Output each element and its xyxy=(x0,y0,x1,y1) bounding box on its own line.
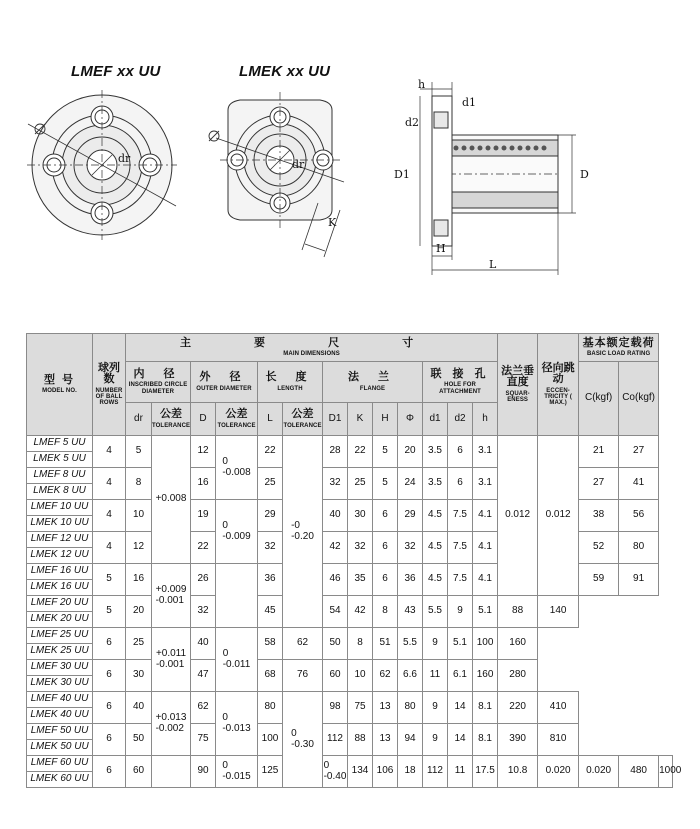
cell-d2: 7.5 xyxy=(448,500,473,532)
cell-D1: 32 xyxy=(323,468,348,500)
cell-H: 13 xyxy=(373,724,398,756)
tol-L: 0 -0.40 xyxy=(323,756,348,788)
cell-d2: 6 xyxy=(448,436,473,468)
tol-D: 0 -0.011 xyxy=(216,628,258,692)
cell-D: 12 xyxy=(191,436,216,468)
sub-dr-tol: 公差 TOLERANCE xyxy=(152,403,191,436)
tol-dr: +0.013 -0.002 xyxy=(152,692,191,756)
cell-d1: 5.5 xyxy=(423,596,448,628)
cell-Co: 280 xyxy=(498,660,538,692)
cell-balls: 4 xyxy=(93,532,126,564)
tol-L: -0 -0.20 xyxy=(283,436,323,628)
cell-D1: 42 xyxy=(323,532,348,564)
cell-H: 6 xyxy=(373,500,398,532)
cell-Co: 1000 xyxy=(659,756,673,788)
cell-D1: 98 xyxy=(323,692,348,724)
tol-D: 0 -0.009 xyxy=(216,500,258,564)
cell-d1: 4.5 xyxy=(423,564,448,596)
cell-C: 480 xyxy=(619,756,659,788)
model-name: LMEK 12 UU xyxy=(27,548,93,564)
cell-balls: 4 xyxy=(93,468,126,500)
cell-D1: 134 xyxy=(348,756,373,788)
cell-h: 8.1 xyxy=(473,724,498,756)
cell-balls: 6 xyxy=(93,756,126,788)
cell-D: 26 xyxy=(191,564,216,596)
cell-Co: 160 xyxy=(498,628,538,660)
table-row xyxy=(27,596,673,612)
cell-L: 32 xyxy=(258,532,283,564)
cell-balls: 6 xyxy=(93,660,126,692)
model-name: LMEF 20 UU xyxy=(27,596,93,612)
cell-dr: 30 xyxy=(126,660,152,692)
sub-dr: dr xyxy=(126,403,152,436)
cell-D1: 46 xyxy=(323,564,348,596)
cell-H: 18 xyxy=(398,756,423,788)
cell-D1: 40 xyxy=(323,500,348,532)
d2-label: d2 xyxy=(405,116,420,129)
cell-phi: 112 xyxy=(423,756,448,788)
k-label: K xyxy=(328,216,337,229)
cell-d2: 11 xyxy=(423,660,448,692)
tol-dr: +0.009 -0.001 xyxy=(152,564,191,628)
table-row xyxy=(27,692,673,708)
hdr-C: C(kgf) xyxy=(579,362,619,436)
cell-H: 5 xyxy=(373,436,398,468)
cell-d1: 9 xyxy=(423,724,448,756)
cell-C: 390 xyxy=(498,724,538,756)
d1-label: d1 xyxy=(462,96,477,109)
cell-phi: 94 xyxy=(398,724,423,756)
cell-D1: 62 xyxy=(283,628,323,660)
cell-d1: 4.5 xyxy=(423,532,448,564)
table-row xyxy=(27,436,673,452)
cell-H: 5 xyxy=(373,468,398,500)
model-name: LMEK 8 UU xyxy=(27,484,93,500)
cell-h: 8.1 xyxy=(473,692,498,724)
cell-K: 60 xyxy=(323,660,348,692)
tol-D: 0 -0.008 xyxy=(216,436,258,500)
cell-dr: 50 xyxy=(126,724,152,756)
cell-D1: 28 xyxy=(323,436,348,468)
cell-D: 62 xyxy=(191,692,216,724)
cell-phi: 62 xyxy=(373,660,398,692)
sub-d2: d2 xyxy=(448,403,473,436)
cell-d2: 6 xyxy=(448,468,473,500)
cell-d2: 7.5 xyxy=(448,564,473,596)
model-name: LMEK 16 UU xyxy=(27,580,93,596)
cell-h: 4.1 xyxy=(473,500,498,532)
sub-d1: d1 xyxy=(423,403,448,436)
L-label: L xyxy=(489,258,497,271)
cell-D1: 76 xyxy=(283,660,323,692)
model-name: LMEF 25 UU xyxy=(27,628,93,644)
cell-L: 68 xyxy=(258,660,283,692)
cell-h: 3.1 xyxy=(473,468,498,500)
cell-K: 35 xyxy=(348,564,373,596)
cell-H: 8 xyxy=(373,596,398,628)
cell-phi: 80 xyxy=(398,692,423,724)
cell-C: 27 xyxy=(579,468,619,500)
cell-dr: 12 xyxy=(126,532,152,564)
cell-d2: 14 xyxy=(448,724,473,756)
model-name: LMEK 20 UU xyxy=(27,612,93,628)
hdr-squareness: 法兰垂直度 SQUAR-ENESS xyxy=(498,334,538,436)
cell-h: 5.1 xyxy=(473,596,498,628)
cell-d1: 3.5 xyxy=(423,436,448,468)
cell-h: 3.1 xyxy=(473,436,498,468)
cell-K: 42 xyxy=(348,596,373,628)
cell-dr: 40 xyxy=(126,692,152,724)
phi-mark-right xyxy=(209,131,219,141)
h-label-small: h xyxy=(418,78,426,91)
cell-balls: 5 xyxy=(93,596,126,628)
cell-balls: 6 xyxy=(93,724,126,756)
cell-L: 22 xyxy=(258,436,283,468)
hdr-flange: 法 兰 FLANGE xyxy=(323,362,423,403)
model-name: LMEF 10 UU xyxy=(27,500,93,516)
cell-K: 88 xyxy=(348,724,373,756)
table-row xyxy=(27,724,673,740)
cell-L: 25 xyxy=(258,468,283,500)
cell-dr: 20 xyxy=(126,596,152,628)
table-row xyxy=(27,628,673,644)
cell-phi: 20 xyxy=(398,436,423,468)
tol-D: 0 -0.015 xyxy=(216,756,258,788)
model-name: LMEF 8 UU xyxy=(27,468,93,484)
cell-dr: 25 xyxy=(126,628,152,660)
dr-label-square: dr xyxy=(292,158,305,171)
sub-L: L xyxy=(258,403,283,436)
cell-D: 90 xyxy=(191,756,216,788)
cell-D: 22 xyxy=(191,532,216,564)
model-name: LMEF 16 UU xyxy=(27,564,93,580)
cell-phi: 51 xyxy=(373,628,398,660)
cell-C: 88 xyxy=(498,596,538,628)
tol-dr: +0.008 xyxy=(152,436,191,564)
cell-L: 29 xyxy=(258,500,283,532)
cell-D1: 112 xyxy=(323,724,348,756)
cell-dr: 60 xyxy=(126,756,152,788)
model-name: LMEK 30 UU xyxy=(27,676,93,692)
cell-C: 21 xyxy=(579,436,619,468)
lmef-title: LMEF xx UU xyxy=(71,63,161,80)
cell-C: 52 xyxy=(579,532,619,564)
cell-d1: 6.6 xyxy=(398,660,423,692)
hdr-inner: 内 径 INSCRIBED CIRCLE DIAMETER xyxy=(126,362,191,403)
model-name: LMEK 25 UU xyxy=(27,644,93,660)
cell-H: 10 xyxy=(348,660,373,692)
spec-table xyxy=(26,333,682,788)
cell-h: 10.8 xyxy=(498,756,538,788)
cell-L: 36 xyxy=(258,564,283,596)
cell-L: 45 xyxy=(258,596,283,628)
cell-dr: 16 xyxy=(126,564,152,596)
lmek-title: LMEK xx UU xyxy=(239,63,331,80)
cell-phi: 36 xyxy=(398,564,423,596)
cell-d2: 17.5 xyxy=(473,756,498,788)
model-name: LMEF 30 UU xyxy=(27,660,93,676)
D1-label: D1 xyxy=(394,168,410,181)
sub-H: H xyxy=(373,403,398,436)
table-row xyxy=(27,660,673,676)
hdr-main: 主 要 尺 寸 MAIN DIMENSIONS xyxy=(126,334,498,362)
cell-h: 4.1 xyxy=(473,564,498,596)
tol-D-empty xyxy=(216,564,258,628)
hdr-length: 长 度 LENGTH xyxy=(258,362,323,403)
hdr-hole: 联 接 孔 HOLE FOR ATTACHMENT xyxy=(423,362,498,403)
cell-K: 22 xyxy=(348,436,373,468)
cell-D: 19 xyxy=(191,500,216,532)
cell-d1: 5.5 xyxy=(398,628,423,660)
D-label: D xyxy=(580,168,589,181)
cell-H: 13 xyxy=(373,692,398,724)
cell-eccentricity: 0.020 xyxy=(579,756,619,788)
hdr-Co: Co(kgf) xyxy=(619,362,659,436)
model-name: LMEF 50 UU xyxy=(27,724,93,740)
cell-balls: 5 xyxy=(93,564,126,596)
cell-C: 160 xyxy=(473,660,498,692)
dr-label-round: dr xyxy=(118,152,131,165)
cell-squareness: 0.020 xyxy=(538,756,579,788)
model-name: LMEK 10 UU xyxy=(27,516,93,532)
sub-D1: D1 xyxy=(323,403,348,436)
cell-H: 6 xyxy=(373,532,398,564)
cell-dr: 10 xyxy=(126,500,152,532)
cell-d1: 11 xyxy=(448,756,473,788)
cell-h: 4.1 xyxy=(473,532,498,564)
cell-Co: 41 xyxy=(619,468,659,500)
square-flange-drawing xyxy=(216,92,344,257)
cell-phi: 43 xyxy=(398,596,423,628)
model-name: LMEK 60 UU xyxy=(27,772,93,788)
cell-phi: 24 xyxy=(398,468,423,500)
cell-phi: 32 xyxy=(398,532,423,564)
sub-K: K xyxy=(348,403,373,436)
cell-L: 58 xyxy=(258,628,283,660)
cell-dr: 5 xyxy=(126,436,152,468)
cell-Co: 410 xyxy=(538,692,579,724)
model-name: LMEK 40 UU xyxy=(27,708,93,724)
cell-Co: 80 xyxy=(619,532,659,564)
cell-D1: 54 xyxy=(323,596,348,628)
hdr-balls: 球列数 NUMBER OF BALL ROWS xyxy=(93,334,126,436)
cell-C: 59 xyxy=(579,564,619,596)
cell-phi: 29 xyxy=(398,500,423,532)
tol-dr-empty xyxy=(152,756,191,788)
sub-D-tol: 公差 TOLERANCE xyxy=(216,403,258,436)
cell-K: 75 xyxy=(348,692,373,724)
cell-D: 40 xyxy=(191,628,216,660)
cell-eccentricity: 0.012 xyxy=(538,436,579,596)
model-name: LMEK 50 UU xyxy=(27,740,93,756)
cell-K: 25 xyxy=(348,468,373,500)
sub-L-tol: 公差 TOLERANCE xyxy=(283,403,323,436)
cell-Co: 810 xyxy=(538,724,579,756)
cell-D: 16 xyxy=(191,468,216,500)
hdr-outer: 外 径 OUTER DIAMETER xyxy=(191,362,258,403)
cell-balls: 4 xyxy=(93,436,126,468)
cell-d2: 14 xyxy=(448,692,473,724)
cell-d1: 4.5 xyxy=(423,500,448,532)
cell-d1: 3.5 xyxy=(423,468,448,500)
cell-Co: 91 xyxy=(619,564,659,596)
cell-balls: 6 xyxy=(93,628,126,660)
cell-L: 100 xyxy=(258,724,283,756)
cell-d1: 9 xyxy=(423,692,448,724)
model-name: LMEF 12 UU xyxy=(27,532,93,548)
model-name: LMEF 60 UU xyxy=(27,756,93,772)
table-row xyxy=(27,756,673,772)
cell-d2: 7.5 xyxy=(448,532,473,564)
model-name: LMEF 5 UU xyxy=(27,436,93,452)
cell-Co: 56 xyxy=(619,500,659,532)
H-label: H xyxy=(436,242,446,255)
cell-squareness: 0.012 xyxy=(498,436,538,596)
cell-D: 47 xyxy=(191,660,216,692)
cell-D: 32 xyxy=(191,596,216,628)
cell-d2: 9 xyxy=(448,596,473,628)
technical-drawings xyxy=(0,0,700,300)
hdr-eccentricity: 径向跳动 ECCEN-TRICITY ( MAX.) xyxy=(538,334,579,436)
cell-H: 6 xyxy=(373,564,398,596)
cell-C: 220 xyxy=(498,692,538,724)
cell-H: 8 xyxy=(348,628,373,660)
sub-phi: Φ xyxy=(398,403,423,436)
cell-K: 30 xyxy=(348,500,373,532)
hdr-model: 型 号 MODEL NO. xyxy=(27,334,93,436)
cell-L: 80 xyxy=(258,692,283,724)
cell-L: 125 xyxy=(258,756,283,788)
cell-C: 100 xyxy=(473,628,498,660)
cell-balls: 6 xyxy=(93,692,126,724)
tol-dr: +0.011 -0.001 xyxy=(152,628,191,692)
tol-D: 0 -0.013 xyxy=(216,692,258,756)
model-name: LMEK 5 UU xyxy=(27,452,93,468)
cell-D: 75 xyxy=(191,724,216,756)
cell-C: 38 xyxy=(579,500,619,532)
sub-D: D xyxy=(191,403,216,436)
tol-L: 0 -0.30 xyxy=(283,692,323,788)
cell-K: 50 xyxy=(323,628,348,660)
cell-h: 5.1 xyxy=(448,628,473,660)
sub-h: h xyxy=(473,403,498,436)
cell-h: 6.1 xyxy=(448,660,473,692)
cell-balls: 4 xyxy=(93,500,126,532)
cell-K: 32 xyxy=(348,532,373,564)
cell-Co: 27 xyxy=(619,436,659,468)
cell-Co: 140 xyxy=(538,596,579,628)
cell-dr: 8 xyxy=(126,468,152,500)
cell-d2: 9 xyxy=(423,628,448,660)
round-flange-drawing xyxy=(27,90,177,240)
cell-K: 106 xyxy=(373,756,398,788)
hdr-load: 基本额定载荷 BASIC LOAD RATING xyxy=(579,334,659,362)
model-name: LMEF 40 UU xyxy=(27,692,93,708)
